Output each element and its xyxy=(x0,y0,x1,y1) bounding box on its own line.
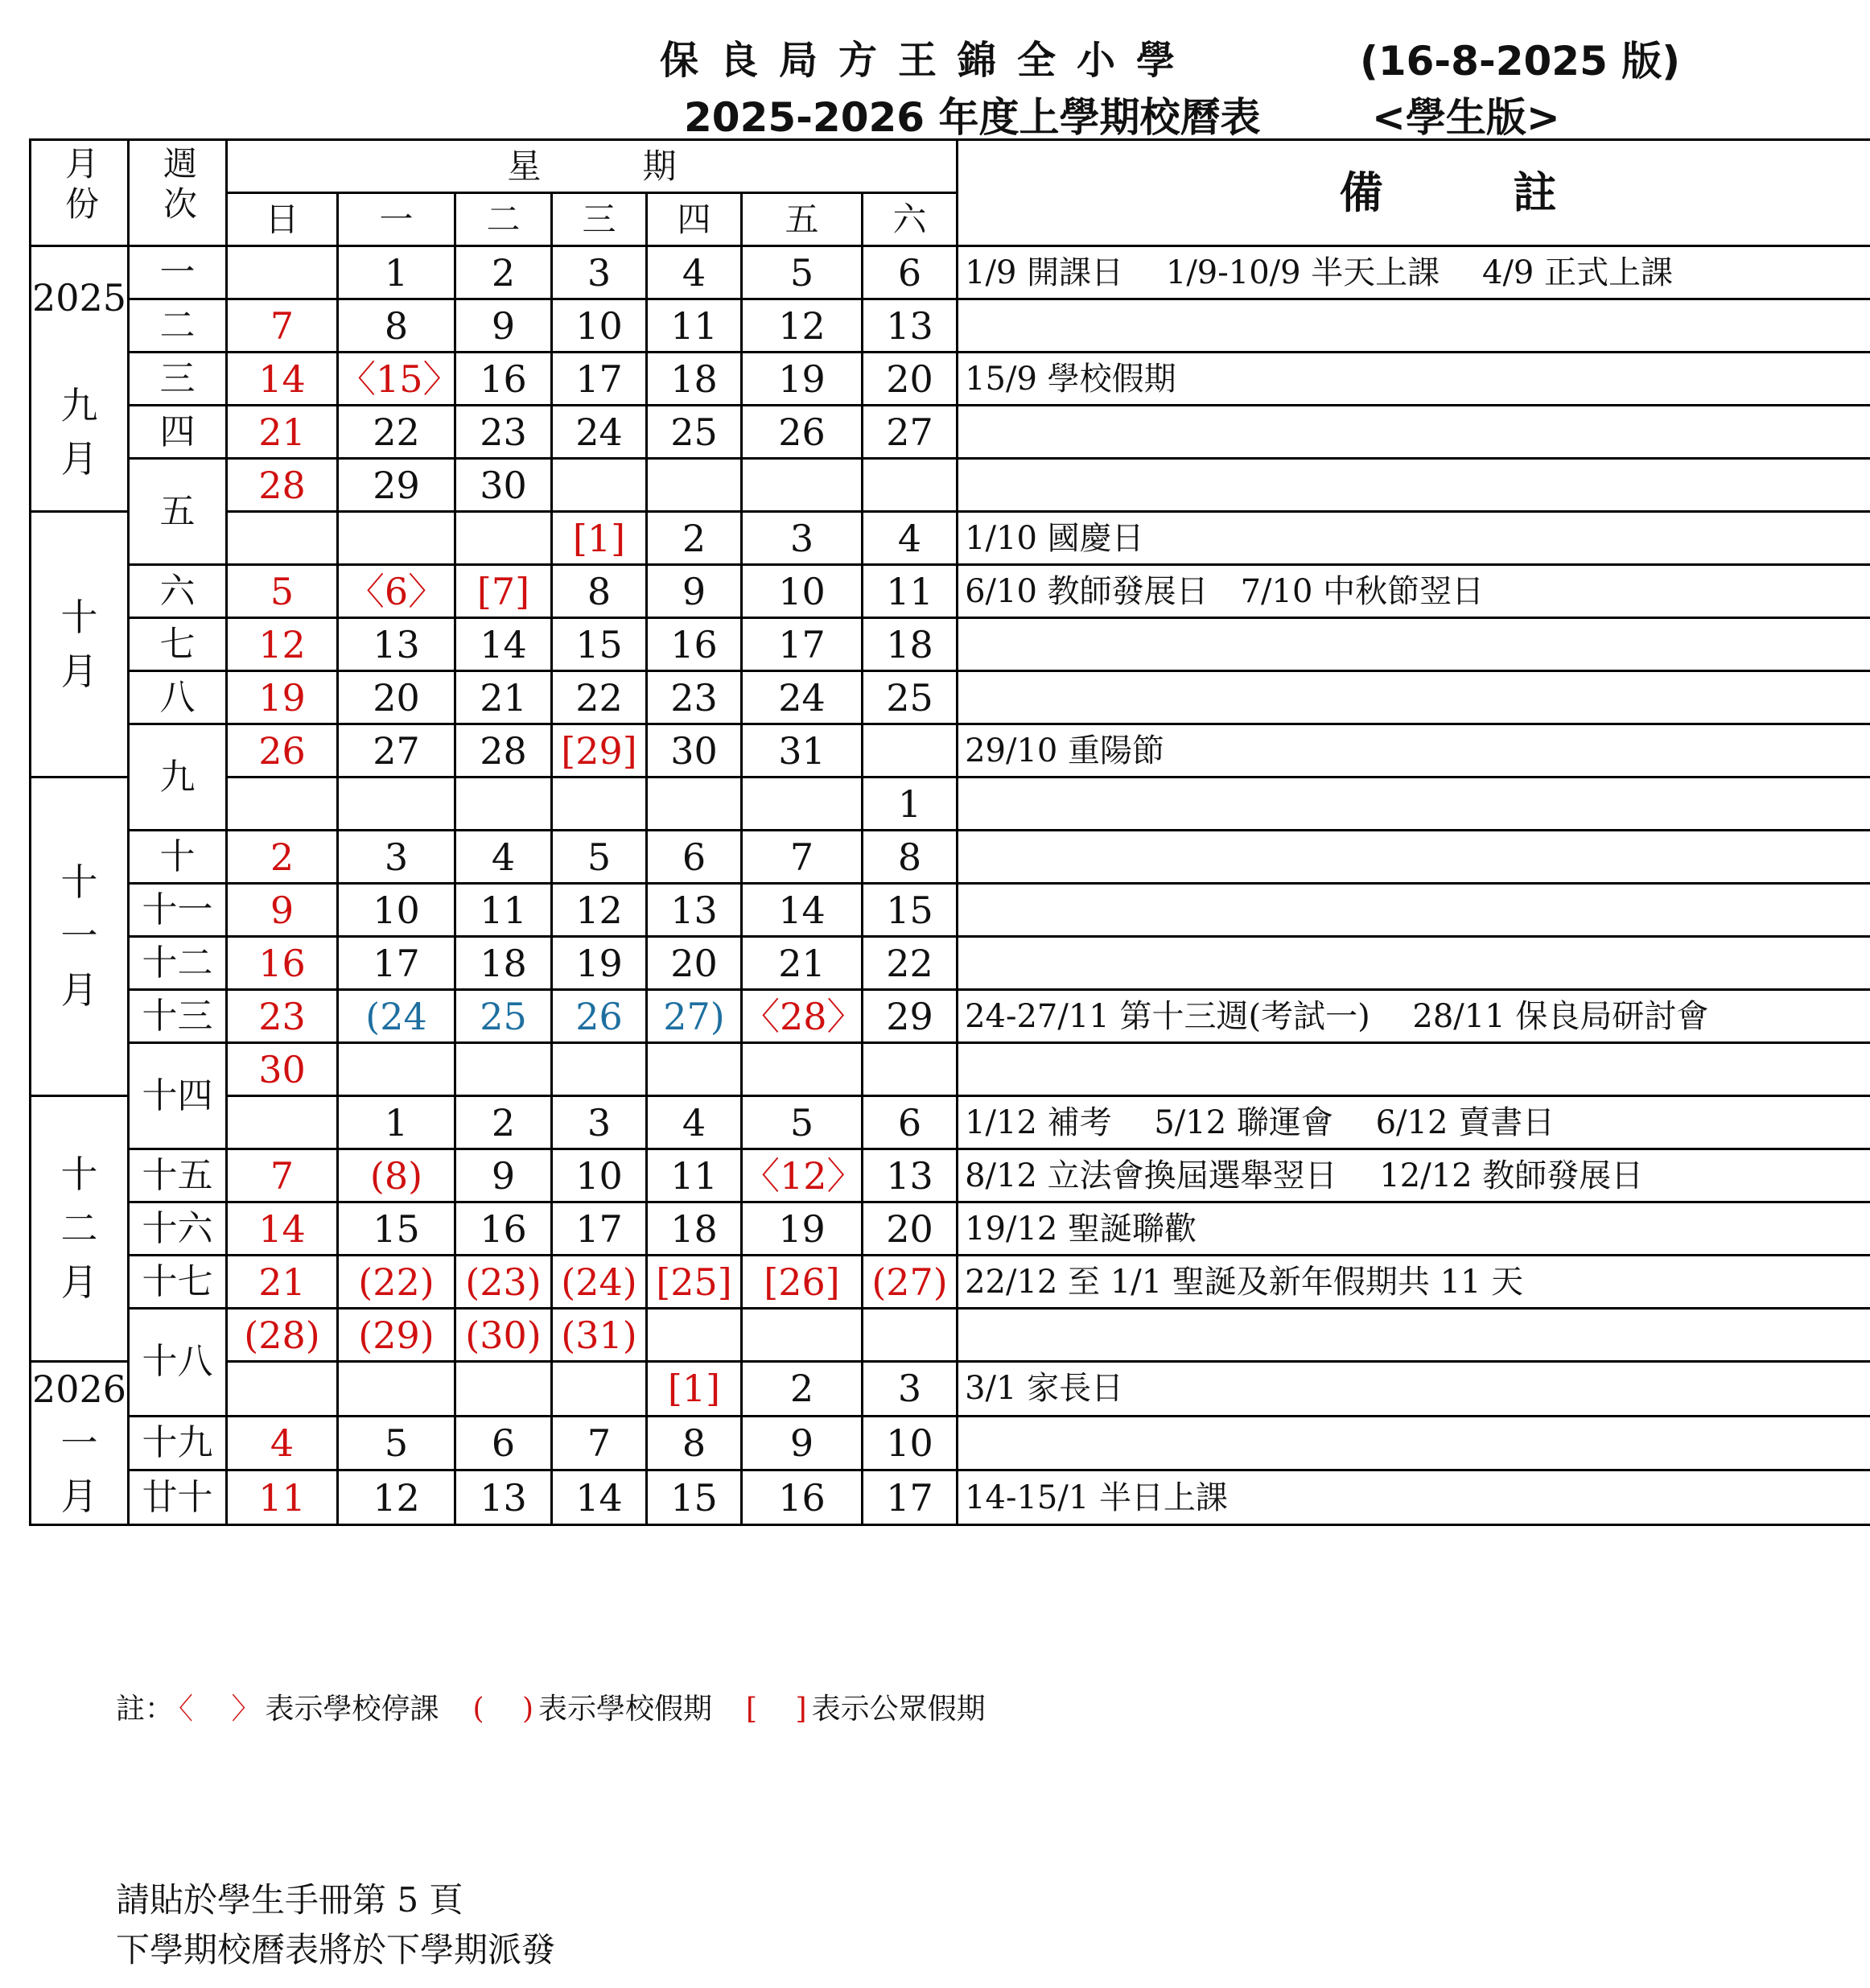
edition-label: <學生版> xyxy=(1372,94,1560,141)
day-cell: 〈15〉 xyxy=(338,353,455,406)
calendar-row xyxy=(31,299,1870,353)
remark-cell: 6/10 教師發展日 7/10 中秋節翌日 xyxy=(958,565,1870,618)
day-cell xyxy=(647,777,742,831)
remark-cell: 15/9 學校假期 xyxy=(958,353,1870,406)
month-cell: 十 月 xyxy=(31,512,129,777)
day-cell: 16 xyxy=(455,353,552,406)
day-cell xyxy=(227,512,338,565)
day-cell: 2 xyxy=(455,1096,552,1149)
day-cell: 26 xyxy=(742,406,863,459)
calendar-row xyxy=(31,1149,1870,1202)
calendar-row xyxy=(31,831,1870,884)
day-cell: 4 xyxy=(863,512,958,565)
day-cell xyxy=(863,1309,958,1362)
remark-cell xyxy=(958,1043,1870,1096)
weekday-group-header: 星 期 xyxy=(227,140,958,193)
day-cell: 29 xyxy=(863,990,958,1043)
school-calendar-table xyxy=(29,138,1870,1526)
day-cell: 20 xyxy=(863,1202,958,1256)
week-cell: 十五 xyxy=(129,1149,227,1202)
day-cell: [7] xyxy=(455,565,552,618)
week-cell: 廿十 xyxy=(129,1470,227,1525)
day-cell: 8 xyxy=(338,299,455,353)
week-cell: 九 xyxy=(129,724,227,831)
day-cell: (24 xyxy=(338,990,455,1043)
remark-cell xyxy=(958,1309,1870,1362)
calendar-row xyxy=(31,724,1870,777)
day-cell: [29] xyxy=(552,724,647,777)
day-cell xyxy=(552,1043,647,1096)
day-cell: 24 xyxy=(552,406,647,459)
weekday-header: 六 xyxy=(863,193,958,246)
day-cell: 18 xyxy=(455,937,552,990)
day-cell: 20 xyxy=(647,937,742,990)
remark-cell: 14-15/1 半日上課 xyxy=(958,1470,1870,1525)
day-cell: 〈28〉 xyxy=(742,990,863,1043)
day-cell: 7 xyxy=(227,1149,338,1202)
day-cell: 21 xyxy=(742,937,863,990)
day-cell xyxy=(863,1043,958,1096)
day-cell xyxy=(742,777,863,831)
day-cell: 24 xyxy=(742,671,863,724)
calendar-row xyxy=(31,990,1870,1043)
day-cell xyxy=(647,1043,742,1096)
legend-school-holiday-symbol: ( ) xyxy=(472,1693,534,1726)
legend-suspension-symbol: 〈 〉 xyxy=(179,1693,261,1726)
week-cell: 七 xyxy=(129,618,227,671)
remark-cell xyxy=(958,671,1870,724)
week-cell: 四 xyxy=(129,406,227,459)
day-cell: 12 xyxy=(227,618,338,671)
week-cell: 一 xyxy=(129,246,227,299)
day-cell: (28) xyxy=(227,1309,338,1362)
day-cell: 18 xyxy=(647,353,742,406)
remark-cell xyxy=(958,459,1870,512)
day-cell: 30 xyxy=(227,1043,338,1096)
month-cell: 2025 九 月 xyxy=(31,246,129,512)
week-header: 週次 xyxy=(129,140,227,246)
calendar-row xyxy=(31,618,1870,671)
day-cell: 17 xyxy=(742,618,863,671)
day-cell: 22 xyxy=(552,671,647,724)
day-cell: 19 xyxy=(742,1202,863,1256)
day-cell xyxy=(552,1362,647,1417)
day-cell: 17 xyxy=(552,353,647,406)
calendar-title: 2025-2026 年度上學期校曆表 xyxy=(684,94,1261,141)
day-cell xyxy=(338,1362,455,1417)
day-cell: 17 xyxy=(552,1202,647,1256)
day-cell: 17 xyxy=(338,937,455,990)
day-cell xyxy=(227,1096,338,1149)
day-cell: 10 xyxy=(338,884,455,937)
day-cell xyxy=(455,1043,552,1096)
day-cell: 7 xyxy=(742,831,863,884)
day-cell: 10 xyxy=(742,565,863,618)
calendar-row xyxy=(31,671,1870,724)
day-cell: (23) xyxy=(455,1256,552,1309)
month-header: 月份 xyxy=(31,140,129,246)
day-cell: 13 xyxy=(863,299,958,353)
day-cell: 5 xyxy=(742,246,863,299)
day-cell: 13 xyxy=(863,1149,958,1202)
day-cell xyxy=(455,512,552,565)
day-cell: 10 xyxy=(552,299,647,353)
day-cell: (29) xyxy=(338,1309,455,1362)
week-cell: 十九 xyxy=(129,1416,227,1470)
week-cell: 十三 xyxy=(129,990,227,1043)
day-cell xyxy=(742,1309,863,1362)
day-cell: 2 xyxy=(455,246,552,299)
calendar-row xyxy=(31,1096,1870,1149)
remark-cell: 1/12 補考 5/12 聯運會 6/12 賣書日 xyxy=(958,1096,1870,1149)
day-cell: (22) xyxy=(338,1256,455,1309)
day-cell: 11 xyxy=(863,565,958,618)
calendar-row xyxy=(31,246,1870,299)
memo-line-2: 下學期校曆表將於下學期派發 xyxy=(116,1930,556,1969)
remark-cell: 1/10 國慶日 xyxy=(958,512,1870,565)
day-cell: (27) xyxy=(863,1256,958,1309)
day-cell: 26 xyxy=(552,990,647,1043)
calendar-row xyxy=(31,565,1870,618)
day-cell: 11 xyxy=(227,1470,338,1525)
weekday-header: 五 xyxy=(742,193,863,246)
day-cell: 15 xyxy=(552,618,647,671)
day-cell: 3 xyxy=(552,246,647,299)
day-cell: 28 xyxy=(455,724,552,777)
day-cell: 23 xyxy=(647,671,742,724)
day-cell: 19 xyxy=(227,671,338,724)
weekday-header: 二 xyxy=(455,193,552,246)
calendar-row xyxy=(31,1043,1870,1096)
day-cell xyxy=(227,777,338,831)
week-cell: 五 xyxy=(129,459,227,565)
day-cell: 8 xyxy=(863,831,958,884)
day-cell: 14 xyxy=(455,618,552,671)
day-cell: 30 xyxy=(455,459,552,512)
day-cell: 1 xyxy=(338,1096,455,1149)
day-cell xyxy=(552,459,647,512)
week-cell: 十八 xyxy=(129,1309,227,1417)
day-cell: 15 xyxy=(647,1470,742,1525)
day-cell: 31 xyxy=(742,724,863,777)
day-cell: [25] xyxy=(647,1256,742,1309)
day-cell: 13 xyxy=(647,884,742,937)
day-cell: 1 xyxy=(863,777,958,831)
week-cell: 十二 xyxy=(129,937,227,990)
school-name: 保良局方王錦全小學 xyxy=(660,38,1197,83)
week-cell: 三 xyxy=(129,353,227,406)
remark-cell xyxy=(958,406,1870,459)
day-cell: 2 xyxy=(227,831,338,884)
day-cell: 1 xyxy=(338,246,455,299)
day-cell: 21 xyxy=(455,671,552,724)
calendar-row xyxy=(31,1470,1870,1525)
week-cell: 二 xyxy=(129,299,227,353)
remark-cell: 29/10 重陽節 xyxy=(958,724,1870,777)
day-cell: 5 xyxy=(227,565,338,618)
calendar-row xyxy=(31,1202,1870,1256)
day-cell xyxy=(647,1309,742,1362)
day-cell: 27) xyxy=(647,990,742,1043)
calendar-row xyxy=(31,937,1870,990)
day-cell: 21 xyxy=(227,406,338,459)
day-cell: 16 xyxy=(455,1202,552,1256)
day-cell: 8 xyxy=(647,1416,742,1470)
day-cell xyxy=(863,724,958,777)
day-cell: (24) xyxy=(552,1256,647,1309)
day-cell: 20 xyxy=(863,353,958,406)
day-cell: 6 xyxy=(647,831,742,884)
day-cell: 4 xyxy=(647,246,742,299)
month-cell: 十 二 月 xyxy=(31,1096,129,1362)
day-cell: 5 xyxy=(552,831,647,884)
day-cell: 11 xyxy=(647,299,742,353)
day-cell: (31) xyxy=(552,1309,647,1362)
week-cell: 八 xyxy=(129,671,227,724)
day-cell: 23 xyxy=(455,406,552,459)
day-cell: 6 xyxy=(455,1416,552,1470)
week-cell: 十七 xyxy=(129,1256,227,1309)
remark-cell xyxy=(958,884,1870,937)
day-cell: 9 xyxy=(455,299,552,353)
day-cell: 29 xyxy=(338,459,455,512)
day-cell: 5 xyxy=(742,1096,863,1149)
week-cell: 十 xyxy=(129,831,227,884)
day-cell: 16 xyxy=(647,618,742,671)
day-cell xyxy=(647,459,742,512)
day-cell: 14 xyxy=(227,1202,338,1256)
remark-cell xyxy=(958,777,1870,831)
remark-cell xyxy=(958,299,1870,353)
day-cell: 9 xyxy=(742,1416,863,1470)
remark-cell: 19/12 聖誕聯歡 xyxy=(958,1202,1870,1256)
calendar-row xyxy=(31,1256,1870,1309)
legend xyxy=(116,1686,991,1727)
day-cell xyxy=(338,512,455,565)
remark-cell xyxy=(958,1416,1870,1470)
day-cell: 4 xyxy=(455,831,552,884)
day-cell xyxy=(227,1362,338,1417)
day-cell xyxy=(455,777,552,831)
day-cell: 9 xyxy=(647,565,742,618)
day-cell: 14 xyxy=(552,1470,647,1525)
remark-cell: 22/12 至 1/1 聖誕及新年假期共 11 天 xyxy=(958,1256,1870,1309)
day-cell: 25 xyxy=(647,406,742,459)
weekday-header: 四 xyxy=(647,193,742,246)
day-cell: 10 xyxy=(863,1416,958,1470)
day-cell: 15 xyxy=(338,1202,455,1256)
day-cell: 22 xyxy=(338,406,455,459)
remark-cell xyxy=(958,937,1870,990)
day-cell: 17 xyxy=(863,1470,958,1525)
day-cell: 7 xyxy=(227,299,338,353)
day-cell xyxy=(455,1362,552,1417)
day-cell: 25 xyxy=(863,671,958,724)
legend-prefix: 註： xyxy=(116,1693,175,1726)
day-cell: 6 xyxy=(863,246,958,299)
day-cell: 22 xyxy=(863,937,958,990)
day-cell: [26] xyxy=(742,1256,863,1309)
remark-cell: 8/12 立法會換屆選舉翌日 12/12 教師發展日 xyxy=(958,1149,1870,1202)
calendar-row xyxy=(31,884,1870,937)
day-cell: 3 xyxy=(552,1096,647,1149)
calendar-row xyxy=(31,406,1870,459)
week-cell: 十六 xyxy=(129,1202,227,1256)
day-cell: 12 xyxy=(552,884,647,937)
day-cell: 2 xyxy=(647,512,742,565)
day-cell: (30) xyxy=(455,1309,552,1362)
day-cell: 11 xyxy=(455,884,552,937)
day-cell: 8 xyxy=(552,565,647,618)
calendar-row xyxy=(31,1416,1870,1470)
day-cell: 9 xyxy=(227,884,338,937)
day-cell: 14 xyxy=(227,353,338,406)
day-cell: 3 xyxy=(742,512,863,565)
day-cell: 4 xyxy=(647,1096,742,1149)
day-cell: 19 xyxy=(742,353,863,406)
version-label: (16-8-2025 版) xyxy=(1360,38,1681,85)
week-cell: 六 xyxy=(129,565,227,618)
day-cell: 27 xyxy=(338,724,455,777)
day-cell xyxy=(338,1043,455,1096)
calendar-row xyxy=(31,459,1870,512)
day-cell: 14 xyxy=(742,884,863,937)
remark-cell: 3/1 家長日 xyxy=(958,1362,1870,1417)
day-cell xyxy=(863,459,958,512)
day-cell: 〈6〉 xyxy=(338,565,455,618)
day-cell: 23 xyxy=(227,990,338,1043)
legend-public-holiday-text: 表示公眾假期 xyxy=(811,1693,986,1726)
day-cell: 9 xyxy=(455,1149,552,1202)
day-cell: 3 xyxy=(338,831,455,884)
calendar-row xyxy=(31,777,1870,831)
day-cell: 25 xyxy=(455,990,552,1043)
day-cell: 28 xyxy=(227,459,338,512)
day-cell xyxy=(552,777,647,831)
day-cell: 12 xyxy=(742,299,863,353)
calendar-row xyxy=(31,512,1870,565)
remark-cell xyxy=(958,831,1870,884)
day-cell: 16 xyxy=(742,1470,863,1525)
week-cell: 十一 xyxy=(129,884,227,937)
day-cell xyxy=(742,459,863,512)
remark-cell: 1/9 開課日 1/9-10/9 半天上課 4/9 正式上課 xyxy=(958,246,1870,299)
weekday-header: 一 xyxy=(338,193,455,246)
day-cell: 27 xyxy=(863,406,958,459)
calendar-row xyxy=(31,353,1870,406)
calendar-row xyxy=(31,1309,1870,1362)
day-cell: 4 xyxy=(227,1416,338,1470)
weekday-header: 日 xyxy=(227,193,338,246)
day-cell: 5 xyxy=(338,1416,455,1470)
remarks-header: 備 註 xyxy=(958,140,1870,246)
day-cell: 15 xyxy=(863,884,958,937)
day-cell: 2 xyxy=(742,1362,863,1417)
day-cell: 10 xyxy=(552,1149,647,1202)
day-cell: 13 xyxy=(455,1470,552,1525)
remark-cell: 24-27/11 第十三週(考試一) 28/11 保良局研討會 xyxy=(958,990,1870,1043)
day-cell: 7 xyxy=(552,1416,647,1470)
day-cell: 26 xyxy=(227,724,338,777)
day-cell: 11 xyxy=(647,1149,742,1202)
calendar-row xyxy=(31,1362,1870,1417)
day-cell: 30 xyxy=(647,724,742,777)
day-cell: 12 xyxy=(338,1470,455,1525)
day-cell: 21 xyxy=(227,1256,338,1309)
day-cell: 19 xyxy=(552,937,647,990)
legend-school-holiday-text: 表示學校假期 xyxy=(538,1693,742,1726)
weekday-header: 三 xyxy=(552,193,647,246)
day-cell: [1] xyxy=(647,1362,742,1417)
legend-suspension-text: 表示學校停課 xyxy=(265,1693,468,1726)
day-cell: 3 xyxy=(863,1362,958,1417)
day-cell: 13 xyxy=(338,618,455,671)
memo-line-1: 請貼於學生手冊第 5 頁 xyxy=(116,1880,463,1920)
month-cell: 2026 一 月 xyxy=(31,1362,129,1525)
day-cell xyxy=(742,1043,863,1096)
remark-cell xyxy=(958,618,1870,671)
day-cell: 16 xyxy=(227,937,338,990)
day-cell: (8) xyxy=(338,1149,455,1202)
day-cell: 〈12〉 xyxy=(742,1149,863,1202)
week-cell: 十四 xyxy=(129,1043,227,1149)
legend-public-holiday-symbol: [ ] xyxy=(746,1693,807,1726)
day-cell xyxy=(338,777,455,831)
day-cell: 6 xyxy=(863,1096,958,1149)
day-cell: 18 xyxy=(647,1202,742,1256)
day-cell: [1] xyxy=(552,512,647,565)
month-cell: 十 一 月 xyxy=(31,777,129,1096)
day-cell: 20 xyxy=(338,671,455,724)
day-cell: 18 xyxy=(863,618,958,671)
day-cell xyxy=(227,246,338,299)
